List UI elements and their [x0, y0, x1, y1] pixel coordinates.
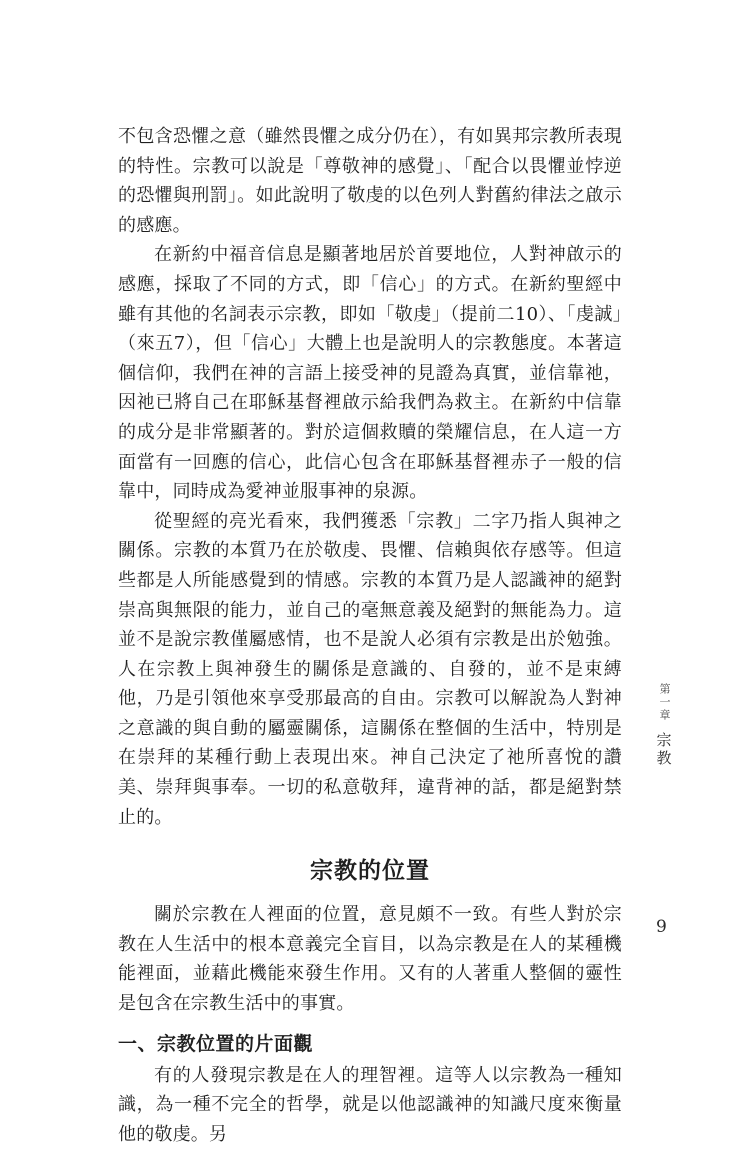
chapter-side-tab	[651, 683, 677, 768]
section-title: 宗教的位置	[310, 857, 430, 885]
paragraph-continuation: 不包含恐懼之意（雖然畏懼之成分仍在），有如異邦宗教所表現的特性。宗教可以說是「尊敬神的感覺」、「配合以畏懼並悖逆的恐懼與刑罰」。如此說明了敬虔的以色列人對舊約律法之啟示的感應。	[118, 126, 622, 236]
page-number: 9	[656, 917, 667, 937]
side-tab-title: 宗教	[654, 732, 673, 768]
paragraph-place-of-religion: 關於宗教在人裡面的位置，意見頗不一致。有些人對於宗教在人生活中的根本意義完全盲目，以為宗教是在人的某種機能裡面，並藉此機能來發生作用。又有的人著重人整個的靈性是包含在宗教生活中的事實。	[118, 904, 622, 1015]
side-tab-chapter-label: 第一章	[658, 683, 671, 722]
paragraph-new-testament: 在新約中福音信息是顯著地居於首要地位，人對神啟示的感應，採取了不同的方式，即「信心」的方式。在新約聖經中雖有其他的名詞表示宗教，即如「敬虔」（提前二10）、「虔誠」（來五7），但「信心」大體上也是說明人的宗教態度。本著這個信仰，我們在神的言語上接受神的見證為真實，並信靠祂，因祂已將自己在耶穌基督裡啟示給我們為救主。在新約中信靠的成分是非常顯著的。對於這個救贖的榮耀信息，在人這一方面當有一回應的信心，此信心包含在耶穌基督裡赤子一般的信靠中，同時成為愛神並服事神的泉源。	[118, 244, 622, 503]
paragraph-intellect-view: 有的人發現宗教是在人的理智裡。這等人以宗教為一種知識，為一種不完全的哲學，就是以他認識神的知識尺度來衡量他的敬虔。另	[118, 1064, 622, 1145]
page-body	[118, 122, 622, 1149]
sub-heading: 一、宗教位置的片面觀	[118, 1032, 314, 1055]
paragraph-essence-of-religion: 從聖經的亮光看來，我們獲悉「宗教」二字乃指人與神之關係。宗教的本質乃在於敬虔、畏懼、信賴與依存感等。但這些都是人所能感覺到的情感。宗教的本質乃是人認識神的絕對崇高與無限的能力，並自己的毫無意義及絕對的無能為力。這並不是說宗教僅屬感情，也不是說人必須有宗教是出於勉強。人在宗教上與神發生的關係是意識的、自發的，並不是束縛他，乃是引領他來享受那最高的自由。宗教可以解說為人對神之意識的與自動的屬靈關係，這關係在整個的生活中，特別是在崇拜的某種行動上表現出來。神自己決定了祂所喜悅的讚美、崇拜與事奉。一切的私意敬拜，違背神的話，都是絕對禁止的。	[118, 510, 622, 828]
